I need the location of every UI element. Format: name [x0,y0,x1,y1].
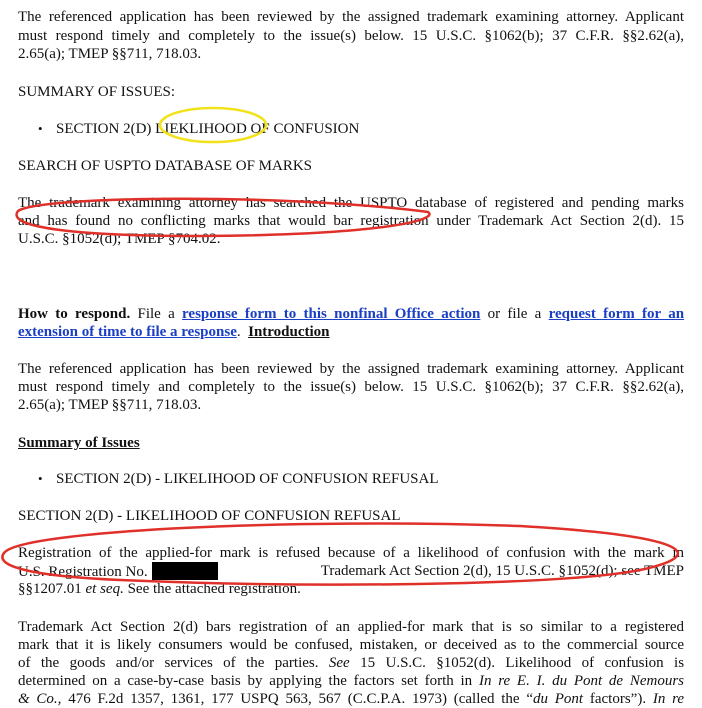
respond-period: . [236,324,241,340]
intro-line-1: The referenced application has been reviewed by the assigned trademark examining attorney. Applicant [18,9,684,25]
respond-text-or: or file a [487,306,542,322]
in-re-italic: In re [652,691,685,707]
bars-factors-text: determined on a case-by-case basis by applying the factors set forth in [18,673,473,689]
respond-line-1 [18,305,684,323]
bars-line-3 [18,654,684,672]
bullet-icon: • [38,121,43,136]
bars-line-1: Trademark Act Section 2(d) bars registration of an applied-for mark that is so similar to a registered [18,619,684,635]
introduction-heading: Introduction [248,324,330,340]
redacted-registration-number [152,562,218,580]
tmep-section: §§1207.01 [18,581,82,597]
respond-line-2 [18,323,330,341]
summary-of-issues-heading: Summary of Issues [18,435,140,451]
see-italic: See [328,655,350,671]
bars-text: of the goods and/or services of the parties. [18,655,319,671]
extension-request-link-cont[interactable]: extension of time to file a response [18,324,237,340]
search-heading: SEARCH OF USPTO DATABASE OF MARKS [18,158,313,174]
bullet-text-2: SECTION 2(D) - LIKELIHOOD OF CONFUSION REFUSAL [56,471,439,487]
case-name-cont: & Co., [18,691,62,707]
search-line-2: and has found no conflicting marks that would bar registration under Trademark Act Section 2(d). 15 [18,213,684,229]
bars-line-2: mark that it is likely consumers would be confused, mistaken, or deceived as to the commercial source [18,637,684,653]
case-name: In re E. I. du Pont de Nemours [478,673,685,689]
intro-line-2: must respond timely and completely to the issue(s) below. 15 U.S.C. §1062(b); 37 C.F.R. §§2.62(a), [18,28,684,44]
see-attached: See the attached registration. [127,581,301,597]
bars-line-4 [18,672,684,690]
search-line-3: U.S.C. §1052(d); TMEP §704.02. [18,231,221,247]
et-seq: et seq. [85,581,124,597]
refusal-line-1: Registration of the applied-for mark is refused because of a likelihood of confusion with the mark in [18,545,684,561]
du-pont-italic: du Pont [533,691,584,707]
refusal-line-2 [18,562,684,581]
extension-request-link[interactable]: request form for an [548,306,685,322]
summary-bullet-item [38,120,359,138]
refusal-citation: Trademark Act Section 2(d), 15 U.S.C. §1052(d); see TMEP [320,563,684,579]
bars-citation: 15 U.S.C. §1052(d). Likelihood of confusion is [360,655,685,671]
bullet-text: SECTION 2(D) LIEKLIHOOD OF CONFUSION [56,121,360,137]
case-citation: 476 F.2d 1357, 1361, 177 USPQ 563, 567 (C.C.P.A. 1973) (called the “ [68,691,534,707]
registration-no-label: U.S. Registration No. [18,564,148,580]
respond-text: File a [137,306,175,322]
intro2-line-2: must respond timely and completely to the issue(s) below. 15 U.S.C. §1062(b); 37 C.F.R. §§2.62(a), [18,379,684,395]
bullet-icon: • [38,471,43,486]
intro-line-3: 2.65(a); TMEP §§711, 718.03. [18,46,202,62]
refusal-line-3 [18,580,301,598]
summary-bullet-item-2 [38,470,439,488]
intro2-line-3: 2.65(a); TMEP §§711, 718.03. [18,397,202,413]
bars-line-5 [18,690,684,708]
response-form-link[interactable]: response form to this nonfinal Office action [182,306,481,322]
summary-heading: SUMMARY OF ISSUES: [18,84,175,100]
section-2d-heading: SECTION 2(D) - LIKELIHOOD OF CONFUSION REFUSAL [18,508,401,524]
intro2-line-1: The referenced application has been reviewed by the assigned trademark examining attorney. Applicant [18,361,684,377]
factors-text: factors”). [589,691,647,707]
respond-label: How to respond. [18,306,131,322]
search-line-1: The trademark examining attorney has searched the USPTO database of registered and pending marks [18,195,684,211]
